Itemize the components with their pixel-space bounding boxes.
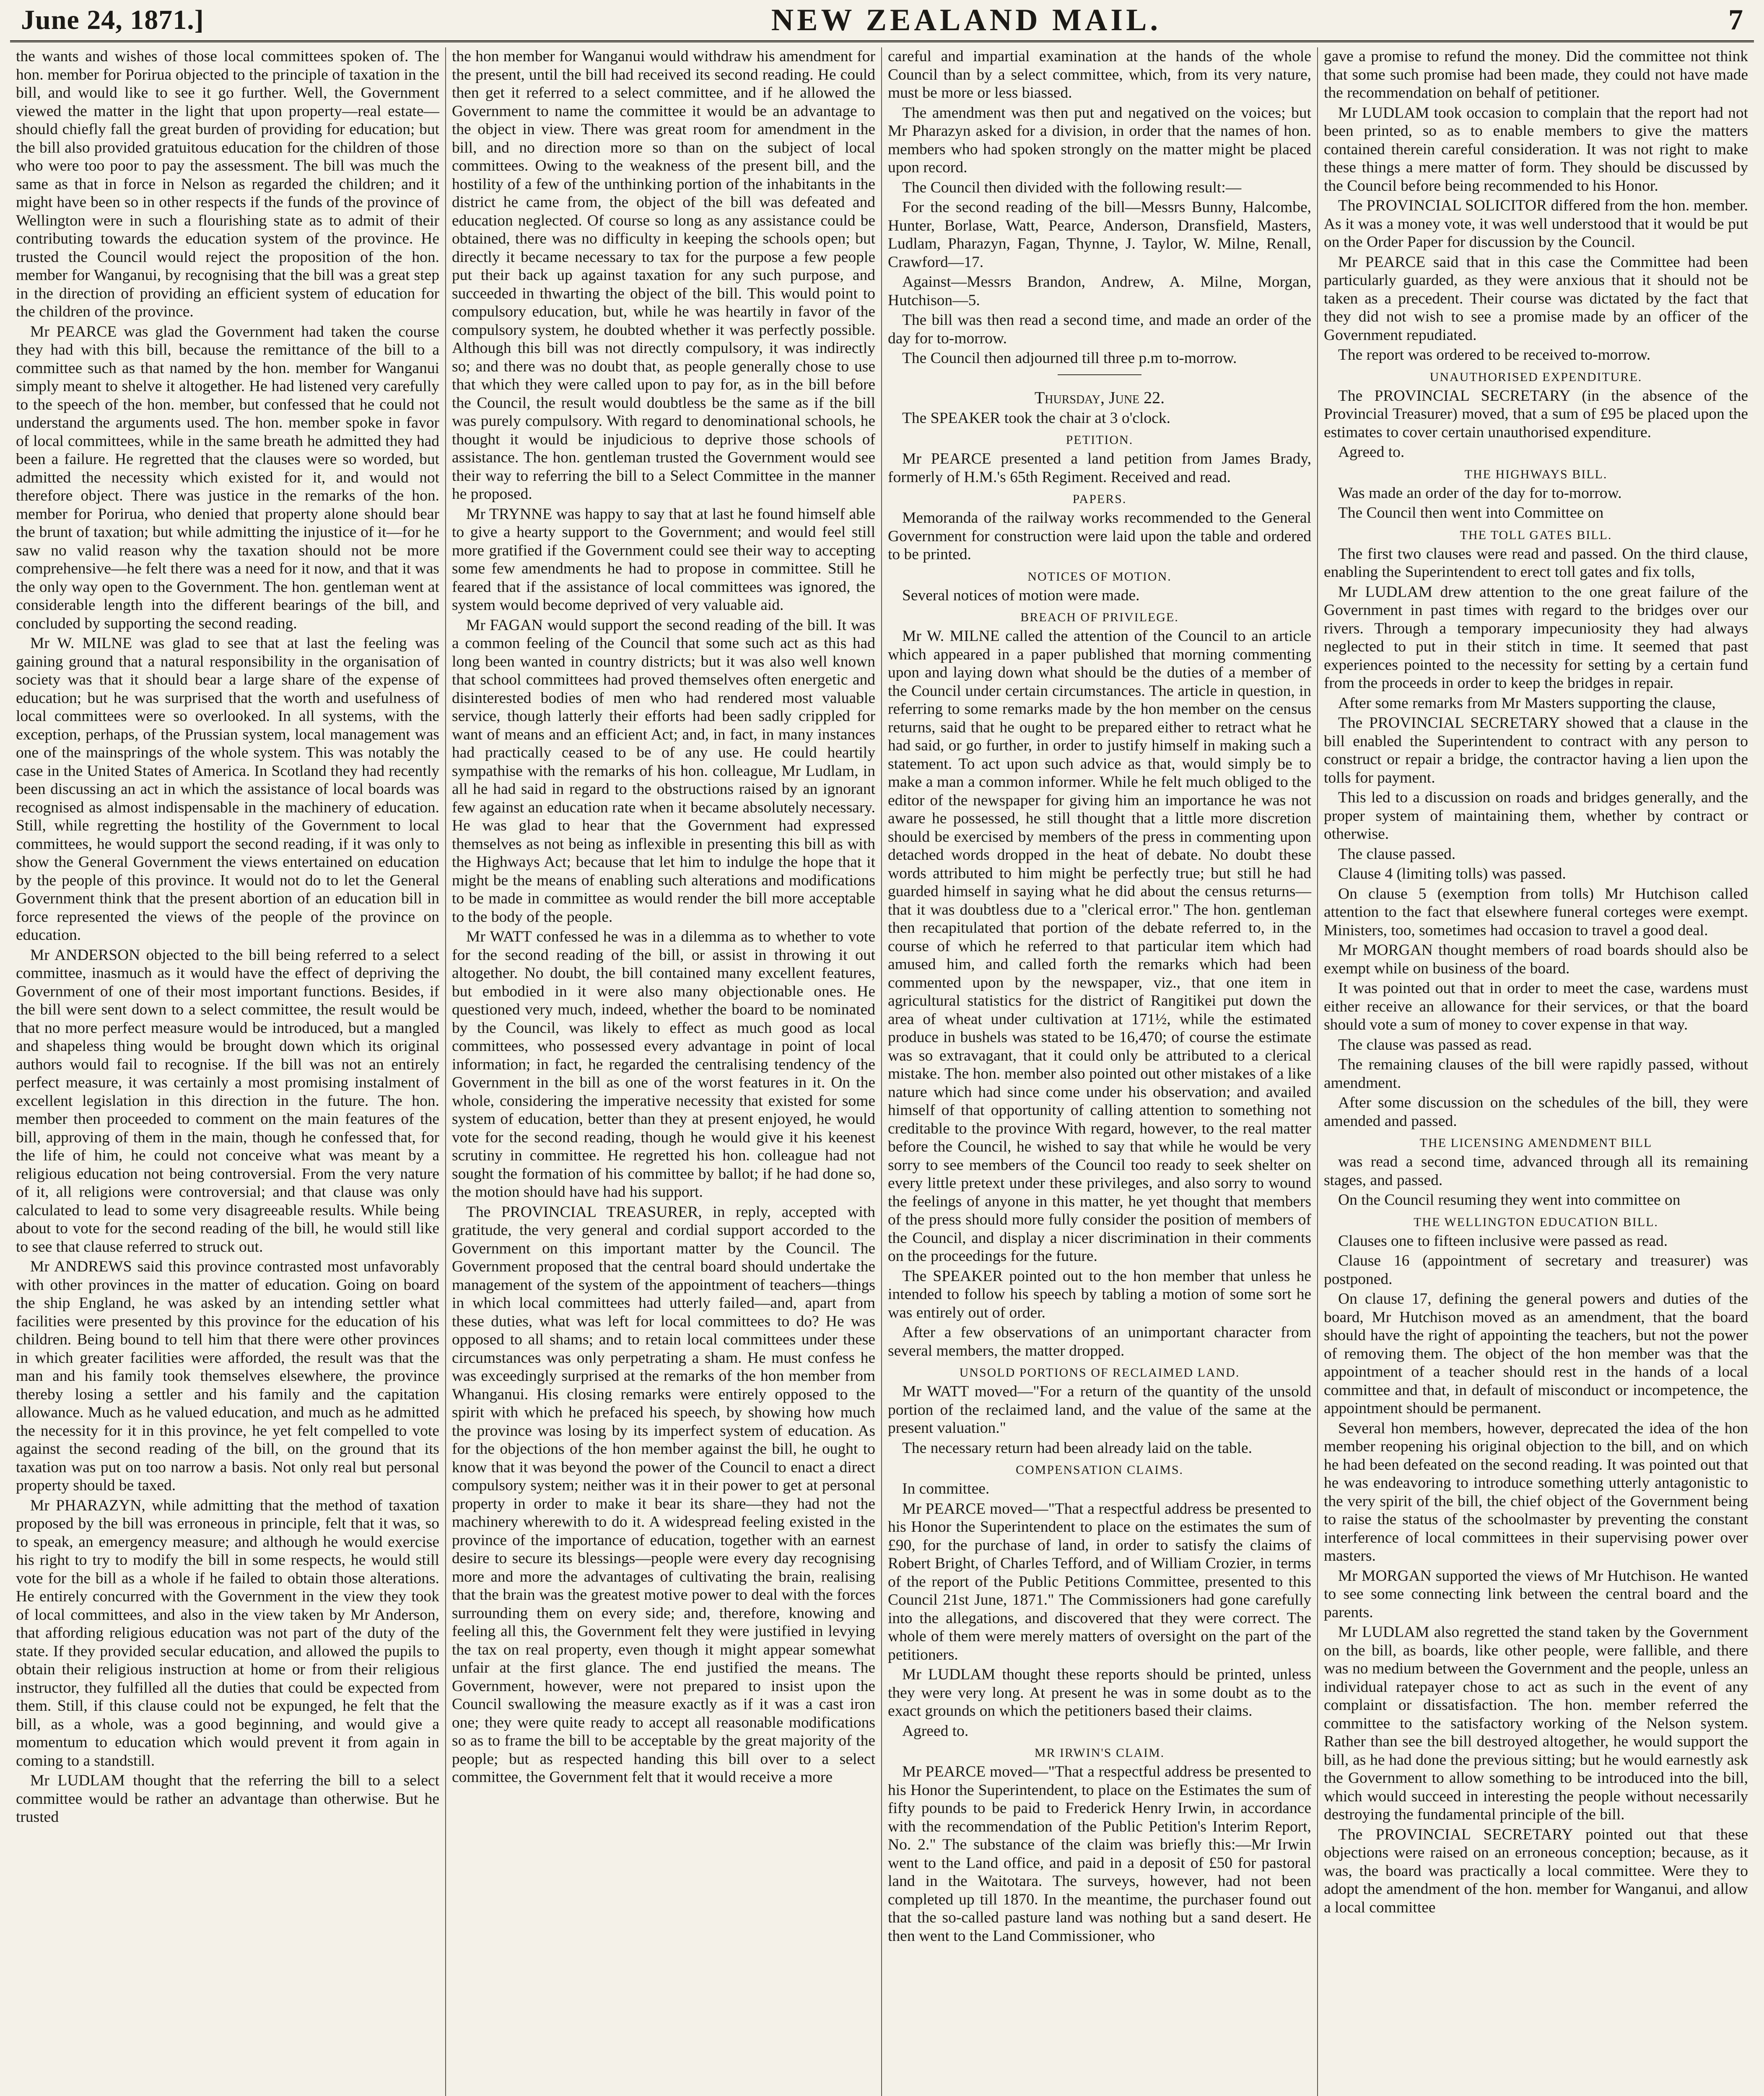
paragraph: Agreed to. (1338, 444, 1405, 461)
paragraph: Against—Messrs Brandon, Andrew, A. Milne, Morgan, Hutchison—5. (888, 273, 1311, 309)
paragraph: On clause 5 (exemption from tolls) Mr Hutchison called attention to the fact that elsewhere funeral corteges were exempt. Ministers, too, sometimes had occasion to travel a good deal. (1324, 885, 1748, 939)
paragraph: Mr WATT moved—"For a return of the quantity of the unsold portion of the reclaimed land, and the value of the same at the present valuation." (888, 1383, 1311, 1437)
paragraph: The Council then adjourned till three p.m to-morrow. (902, 350, 1237, 367)
paragraph: The PROVINCIAL SECRETARY showed that a clause in the bill enabled the Superintendent to contract with any person to construct or repair a bridge, the contractor having a lien upon the tolls for payment. (1324, 714, 1748, 786)
paragraph: Mr LUDLAM thought these reports should be printed, unless they were very long. At present he was in some doubt as to the exact grounds on which the petitioners based their claims. (888, 1666, 1311, 1720)
section-heading: PAPERS. (1072, 492, 1127, 506)
newspaper-title: NEW ZEALAND MAIL. (771, 3, 1161, 37)
section-heading: COMPENSATION CLAIMS. (1015, 1463, 1184, 1477)
paragraph: Mr W. MILNE was glad to see that at last the feeling was gaining ground that a natural responsibility in the organisation of society was that it should bear a large share of the expense of education; but he was surprised that the worth and usefulness of local committees were so overlooked. In all systems, with the exception, perhaps, of the Prussian system, local management was one of the mainsprings of the whole system. This was notably the case in the United States of America. In Scotland they had recently been discussing an act in which the assistance of local boards was recognised as almost indispensable in the machinery of education. Still, while regretting the hostility of the Government to local committees, he would support the second reading, if it was only to show the General Government the views entertained on education by the people of this province. It would not do to let the General Government think that the present abortion of an education bill in force represented the views of the people of the province on education. (16, 635, 439, 944)
paragraph: Was made an order of the day for to-morrow. (1338, 484, 1622, 502)
paragraph: the hon member for Wanganui would withdraw his amendment for the present, until the bill had received its second reading. He could then get it referred to a select committee, and if he allowed the Government to name the committee it would be an advantage to the object in view. There was great room for amendment in the bill, and no direction more so than on the subject of local committees. Owing to the weakness of the present bill, and the hostility of a few of the unthinking portion of the inhabitants in the district he came from, the object of the bill was defeated and education neglected. Of course so long as any assistance could be obtained, there was no difficulty in keeping the schools open; but directly it became necessary to tax for the purpose a few people put their back up against taxation for any such purpose, and succeeded in thwarting the object of the bill. This would point to compulsory education, but, while he was heartily in favor of the compulsory system, he doubted whether it was perfectly possible. Although this bill was not directly compulsory, it was indirectly so; and there was no doubt that, as people generally chose to use that which they were called upon to pay for, as in the bill before the Council, the result would doubtless be the same as if the bill was purely compulsory. With regard to denominational schools, he thought it would be injudicious to deprive those schools of assistance. The hon. gentleman trusted the Government would see their way to referring the bill to a Select Committee in the manner he proposed. (452, 48, 875, 503)
paragraph: Several notices of motion were made. (902, 586, 1140, 604)
section-heading: UNAUTHORISED EXPENDITURE. (1429, 370, 1642, 384)
paragraph: The amendment was then put and negatived on the voices; but Mr Pharazyn asked for a division, in order that the names of hon. members who had spoken strongly on the matter might be placed upon record. (888, 104, 1311, 176)
paragraph: The clause was passed as read. (1338, 1036, 1532, 1053)
paragraph: After some discussion on the schedules of the bill, they were amended and passed. (1324, 1094, 1748, 1130)
column-3 (882, 47, 1318, 2096)
paragraph: After some remarks from Mr Masters supporting the clause, (1338, 694, 1716, 712)
section-heading: MR IRWIN'S CLAIM. (1034, 1746, 1165, 1760)
page-number: 7 (1728, 4, 1743, 36)
paragraph: After a few observations of an unimportant character from several members, the matter dropped. (888, 1324, 1311, 1359)
column-1 (10, 47, 446, 2096)
section-divider (1058, 374, 1141, 375)
paragraph: Mr LUDLAM also regretted the stand taken by the Government on the bill, as boards, like other people, were fallible, and there was no medium between the Government and the people, unless an individual ratepayer chose to act as such in the event of any complaint or dissatisfaction. The hon. member referred the committee to the satisfactory working of the Nelson system. Rather than see the bill destroyed altogether, he would support the bill, as he had done the previous sitting; but he would earnestly ask the Government to allow something to be introduced into the bill, which would succeed in interesting the people without necessarily destroying the fundamental principle of the bill. (1324, 1624, 1748, 1823)
paragraph: The SPEAKER pointed out to the hon member that unless he intended to follow his speech by tabling a motion of some sort he was entirely out of order. (888, 1267, 1311, 1321)
paragraph: The PROVINCIAL SECRETARY (in the absence of the Provincial Treasurer) moved, that a sum of £95 be placed upon the estimates to cover certain unauthorised expenditure. (1324, 387, 1748, 441)
paragraph: The SPEAKER took the chair at 3 o'clock. (902, 409, 1170, 427)
paragraph: In committee. (902, 1480, 990, 1497)
section-heading: UNSOLD PORTIONS OF RECLAIMED LAND. (959, 1366, 1240, 1380)
column-4 (1318, 47, 1754, 2096)
paragraph: Clause 4 (limiting tolls) was passed. (1338, 865, 1566, 882)
paragraph: Mr ANDREWS said this province contrasted most unfavorably with other provinces in the matter of education. Going on board the ship England, he was asked by an intending settler what facilities were presented by this province for the education of his children. Being bound to tell him that there were other provinces in which greater facilities were afforded, the result was that the man and his family took themselves elsewhere, the province thereby losing a settler and his family and the capitation allowance. Much as he valued education, and much as he admitted the necessity for it in this province, he yet felt compelled to vote against the second reading of the bill, on the ground that its taxation was put on too narrow a basis. Not only real but personal property should be taxed. (16, 1258, 439, 1494)
paragraph: Mr ANDERSON objected to the bill being referred to a select committee, inasmuch as it would have the effect of depriving the Government of one of their most important functions. Besides, if the bill were sent down to a select committee, the result would be that no more perfect measure would be introduced, but a mangled and shapeless thing would be brought down which its original authors would fail to recognise. If the bill was not an entirely perfect measure, it was certainly a most promising instalment of excellent legislation in this direction in the future. The hon. member then proceeded to comment on the main features of the bill, approving of them in the main, though he confessed that, for the life of him, he could not conceive what was meant by a religious education not being controversial. From the very nature of it, all religions were controversial; and that clause was only calculated to lead to some very disagreeable results. While being about to vote for the second reading of the bill, he would still like to see that clause referred to struck out. (16, 946, 439, 1256)
section-heading: THE TOLL GATES BILL. (1460, 528, 1612, 542)
paragraph: The report was ordered to be received to-morrow. (1338, 346, 1651, 363)
paragraph: Memoranda of the railway works recommended to the General Government for construction were laid upon the table and ordered to be printed. (888, 509, 1311, 563)
paragraph: Clause 16 (appointment of secretary and treasurer) was postponed. (1324, 1252, 1748, 1288)
paragraph: It was pointed out that in order to meet the case, wardens must either receive an allowance for their services, or that the board should vote a sum of money to cover expense in that way. (1324, 980, 1748, 1033)
paragraph: Mr FAGAN would support the second reading of the bill. It was a common feeling of the Council that some such act as this had long been wanted in country districts; but it was also well known that school committees had proved themselves often energetic and disinterested bodies of men who had rendered most valuable service, though latterly their efforts had been sadly crippled for want of means and an efficient Act; and, in fact, in many instances had practically ceased to be of any use. He could heartily sympathise with the remarks of his hon. colleague, Mr Ludlam, in all he had said in regard to the obstructions raised by an ignorant few against an education rate when it became absolutely necessary. He was glad to hear that the Government had expressed themselves as not being as inflexible in presenting this bill as with the Highways Act; because that let him to indulge the hope that it might be the means of enabling such alterations and modifications to be made in committee as would render the bill more acceptable to the body of the people. (452, 616, 875, 926)
section-heading: THE LICENSING AMENDMENT BILL (1419, 1136, 1652, 1150)
day-heading: Thursday, June 22. (1034, 388, 1165, 407)
paragraph: For the second reading of the bill—Messrs Bunny, Halcombe, Hunter, Borlase, Watt, Pearce, Anderson, Dransfield, Masters, Ludlam, Pharazyn, Fagan, Thynne, J. Taylor, W. Milne, Renall, Crawford—17. (888, 199, 1311, 271)
paragraph: Mr WATT confessed he was in a dilemma as to whether to vote for the second reading of the bill, or assist in throwing it out altogether. No doubt, the bill contained many excellent features, but embodied in it were also many objectionable ones. He questioned very much, indeed, whether the board to be nominated by the Council, was likely to effect as much good as local committees, who possessed every advantage in point of local information; in fact, he regarded the centralising tendency of the Government in the bill as one of the worst features in it. On the whole, considering the imperative necessity that existed for some system of education, better than they at present enjoyed, he would vote for the second reading, though he would give it his keenest scrutiny in committee. He regretted his hon. colleague had not sought the formation of his committee by ballot; if he had done so, the motion should have had his support. (452, 928, 875, 1201)
paragraph: The first two clauses were read and passed. On the third clause, enabling the Superintendent to erect toll gates and fix tolls, (1324, 545, 1748, 581)
section-heading: BREACH OF PRIVILEGE. (1020, 610, 1179, 624)
paragraph: gave a promise to refund the money. Did the committee not think that some such promise had been made, they could not have made the recommendation on behalf of petitioner. (1324, 48, 1748, 101)
paragraph: Mr TRYNNE was happy to say that at last he found himself able to give a hearty support to the Government; and would feel still more gratified if the Government could see their way to accepting some few amendments he had to propose in committee. Still he feared that if the assistance of local committees was ignored, the system would become deprived of very valuable aid. (452, 505, 875, 614)
paragraph: The bill was then read a second time, and made an order of the day for to-morrow. (888, 311, 1311, 347)
paragraph: careful and impartial examination at the hands of the whole Council than by a select committee, which, from its very nature, must be more or less biassed. (888, 48, 1311, 101)
paragraph: Mr PEARCE was glad the Government had taken the course they had with this bill, because the remittance of the bill to a committee such as that named by the hon. member for Wanganui simply meant to shelve it altogether. He had listened very carefully to the speech of the hon. member, but confessed that he could not understand the arguments used. The hon. member spoke in favor of local committees, while in the same breath he admitted they had been a failure. He regretted that the clauses were so worded, but admitted the necessity which existed for it, and would not therefore object. There was justice in the remarks of the hon. member for Porirua, who denied that property alone should bear the brunt of taxation; but while admitting the injustice of it—for he saw no valid reason why the taxation should not be more comprehensive—he felt there was a need for it now, and that it was the only way open to the Government. The hon. gentleman went at considerable length into the different bearings of the bill, and concluded by supporting the second reading. (16, 323, 439, 632)
section-heading: THE HIGHWAYS BILL. (1464, 467, 1608, 481)
paragraph: On clause 17, defining the general powers and duties of the board, Mr Hutchison moved as an amendment, that the board should have the right of appointing the teachers, but not the power of removing them. The object of the hon member was that the appointment of a teacher should rest in the hands of a local committee and that, in default of misconduct or incompetence, the appointment should be permanent. (1324, 1290, 1748, 1417)
column-2 (446, 47, 882, 2096)
paragraph: The remaining clauses of the bill were rapidly passed, without amendment. (1324, 1056, 1748, 1092)
paragraph: Several hon members, however, deprecated the idea of the hon member reopening his original objection to the bill, and on which he had been defeated on the second reading. It was pointed out that he was endeavoring to introduce something utterly antagonistic to the very spirit of the bill, the chief object of the Government being to raise the status of the schoolmaster by preventing the constant interference of local committees in their supervising power over masters. (1324, 1419, 1748, 1564)
section-heading: NOTICES OF MOTION. (1027, 569, 1172, 584)
paragraph: Clauses one to fifteen inclusive were passed as read. (1338, 1232, 1668, 1250)
issue-date: June 24, 1871.] (21, 5, 204, 35)
paragraph: Mr PEARCE moved—"That a respectful address be presented to his Honor the Superintendent, to place on the Estimates the sum of fifty pounds to be paid to Frederick Henry Irwin, in accordance with the recommendation of the Public Petition's Interim Report, No. 2." The substance of the claim was briefly this:—Mr Irwin went to the Land office, and paid in a deposit of £50 for pastoral land in the Waitotara. The surveys, however, had not been completed up till 1870. In the meantime, the purchaser found out that the so-called pasture land was nothing but a sand desert. He then went to the Land Commissioner, who (888, 1763, 1311, 1945)
paragraph: Mr PEARCE presented a land petition from James Brady, formerly of H.M.'s 65th Regiment. Received and read. (888, 450, 1311, 486)
section-heading: THE WELLINGTON EDUCATION BILL. (1414, 1215, 1658, 1229)
section-heading: PETITION. (1066, 433, 1134, 447)
paragraph: was read a second time, advanced through all its remaining stages, and passed. (1324, 1153, 1748, 1189)
paragraph: Mr LUDLAM drew attention to the one great failure of the Government in past times with regard to the bridges over our rivers. Through a temporary impecuniosity they had always neglected to put in their stitch in time. It seemed that past experiences pointed to the necessity for setting by a certain fund from the proceeds in order to keep the bridges in repair. (1324, 583, 1748, 692)
paragraph: The PROVINCIAL SOLICITOR differed from the hon. member. As it was a money vote, it was well understood that it would be put on the Order Paper for discussion by the Council. (1324, 197, 1748, 251)
paragraph: The PROVINCIAL SECRETARY pointed out that these objections were raised on an erroneous conception; because, as it was, the board was practically a local committee. Were they to adopt the amendment of the hon. member for Wanganui, and allow a local committee (1324, 1826, 1748, 1916)
article-columns (10, 47, 1754, 2096)
paragraph: Mr MORGAN supported the views of Mr Hutchison. He wanted to see some connecting link between the central board and the parents. (1324, 1567, 1748, 1621)
paragraph: Mr PHARAZYN, while admitting that the method of taxation proposed by the bill was erroneous in principle, felt that it was, so to speak, an emergency measure; and although he would exercise his right to try to modify the bill in some respects, he would still vote for the bill as a whole if he failed to obtain those alterations. He entirely concurred with the Government in the view they took of local committees, and also in the view taken by Mr Anderson, that affording religious education was not part of the duty of the state. If they provided secular education, and allowed the pupils to obtain their religious instruction at home or from their religious instructor, they fulfilled all the duties that could be expected from them. Still, if this clause could not be expunged, he felt that the bill, as a whole, was a good beginning, and would give a momentum to education which would prevent it from again in coming to a standstill. (16, 1497, 439, 1769)
paragraph: Mr PEARCE said that in this case the Committee had been particularly guarded, as they were anxious that it should not be taken as a precedent. Their course was dictated by the fact that they did not wish to see a promise made by an officer of the Government repudiated. (1324, 253, 1748, 344)
paragraph: On the Council resuming they went into committee on (1338, 1191, 1681, 1209)
masthead (10, 0, 1754, 42)
paragraph: Mr LUDLAM thought that the referring the bill to a select committee would be rather an advantage than otherwise. But he trusted (16, 1772, 439, 1826)
paragraph: The PROVINCIAL TREASURER, in reply, accepted with gratitude, the very general and cordial support accorded to the Government on this important matter by the Council. The Government proposed that the central board should undertake the management of the system of the appointment of teachers—things in which local committees had utterly failed—and, apart from these duties, what was left for local committees to do? He was opposed to all shams; and to retain local committees under these circumstances was only perpetrating a sham. He must confess he was exceedingly surprised at the remarks of the hon member from Whanganui. His closing remarks were entirely opposed to the spirit with which he prefaced his speech, by showing how much the province was losing by its imperfect system of education. As for the objections of the hon member against the bill, he ought to know that it was beyond the power of the Council to enact a direct compulsory system; neither was it in their power to get at personal property in order to make it bear its share—they had not the machinery wherewith to do it. A widespread feeling existed in the province of the importance of education, together with an earnest desire to secure its blessings—people were every day recognising more and more the advantages of cultivating the brain, realising that the brain was the greatest motive power to deal with the forces surrounding them on every side; and, therefore, knowing and feeling all this, the Government felt they were justified in levying the tax on real property, even though it might appear somewhat unfair at the first glance. The end justified the means. The Government, however, were not prepared to insist upon the Council swallowing the measure exactly as if it was a cast iron one; they were quite ready to accept all reasonable modifications so as to frame the bill to be acceptable by the great majority of the people; but as respected handing this bill over to a select committee, the Government felt that it would receive a more (452, 1203, 875, 1786)
paragraph: the wants and wishes of those local committees spoken of. The hon. member for Porirua objected to the principle of taxation in the bill, and would like to see it go further. Well, the Government viewed the matter in the light that upon property—real estate—should chiefly fall the great burden of providing for education; but the bill also provided gratuitous education for the children of those who were too poor to pay the assessment. The bill was much the same as that in force in Nelson as regarded the children; and it might have been so in other respects if the funds of the province of Wellington were in such a flourishing state as to admit of their contributing towards the education system of the province. He trusted the Council would reject the proposition of the hon. member for Wanganui, by recognising that the bill was a great step in the direction of providing an efficient system of education for the children of the province. (16, 48, 439, 320)
paragraph: The necessary return had been already laid on the table. (902, 1439, 1253, 1457)
paragraph: The Council then went into Committee on (1338, 504, 1604, 521)
paragraph: Mr LUDLAM took occasion to complain that the report had not been printed, so as to enable members to give the matters contained therein careful consideration. It was not right to make these things a mere matter of form. They should be discussed by the Council before being recommended to his Honor. (1324, 104, 1748, 195)
paragraph: Mr PEARCE moved—"That a respectful address be presented to his Honor the Superintendent to place on the estimates the sum of £90, for the purchase of land, in order to satisfy the claims of Robert Bright, of Charles Tefford, and of William Crozier, in terms of the report of the Public Petitions Committee, presented to this Council 21st June, 1871." The Commissioners had gone carefully into the allegations, and discovered that they were correct. The whole of them were merely matters of oversight on the part of the petitioners. (888, 1500, 1311, 1663)
paragraph: The Council then divided with the following result:— (902, 179, 1242, 196)
paragraph: Agreed to. (902, 1722, 969, 1740)
paragraph: Mr MORGAN thought members of road boards should also be exempt while on business of the board. (1324, 942, 1748, 977)
paragraph: This led to a discussion on roads and bridges generally, and the proper system of maintaining them, whether by contract or otherwise. (1324, 789, 1748, 843)
paragraph: Mr W. MILNE called the attention of the Council to an article which appeared in a paper published that morning commenting upon and laying down what should be the duties of a member of the Council under certain circumstances. The article in question, in referring to some remarks made by the hon member on the census returns, said that he ought to be prepared either to retract what he had said, or go further, in order to justify himself in making such a statement. To act upon such advice as that, would simply be to make a man a common informer. While he felt much obliged to the editor of the newspaper for giving him an importance he was not aware he possessed, he still thought that a little more discretion should be exercised by members of the press in commenting upon detached words dropped in the heat of debate. No doubt these words attributed to him might be perfectly true; but still he had guarded himself in saying what he did about the census returns—that it was doubtless due to a "clerical error." The hon. gentleman then recapitulated that portion of the debate referred to, in the course of which he referred to that particular item which had amused him, and called forth the remarks which had been commented upon by the newspaper, viz., that one item in agricultural statistics for the district of Rangitikei put down the area of wheat under cultivation at 171½, while the estimated produce in bushels was stated to be 16,470; of course the estimate was so extravagant, that it could only be attributed to a clerical mistake. The hon. member also pointed out other mistakes of a like nature which had since come under his observation; and availed himself of that opportunity of calling attention to something not creditable to the province With regard, however, to the real matter before the Council, he wished to say that while he would be very sorry to see members of the Council too ready to seek shelter on every little pretext under these privileges, and also sorry to wound the feelings of anyone in this matter, he yet thought that members of the press should more fully consider the position of members of the Council, and display a nicer discrimination in their comments on the proceedings for the future. (888, 628, 1311, 1265)
paragraph: The clause passed. (1338, 845, 1456, 863)
